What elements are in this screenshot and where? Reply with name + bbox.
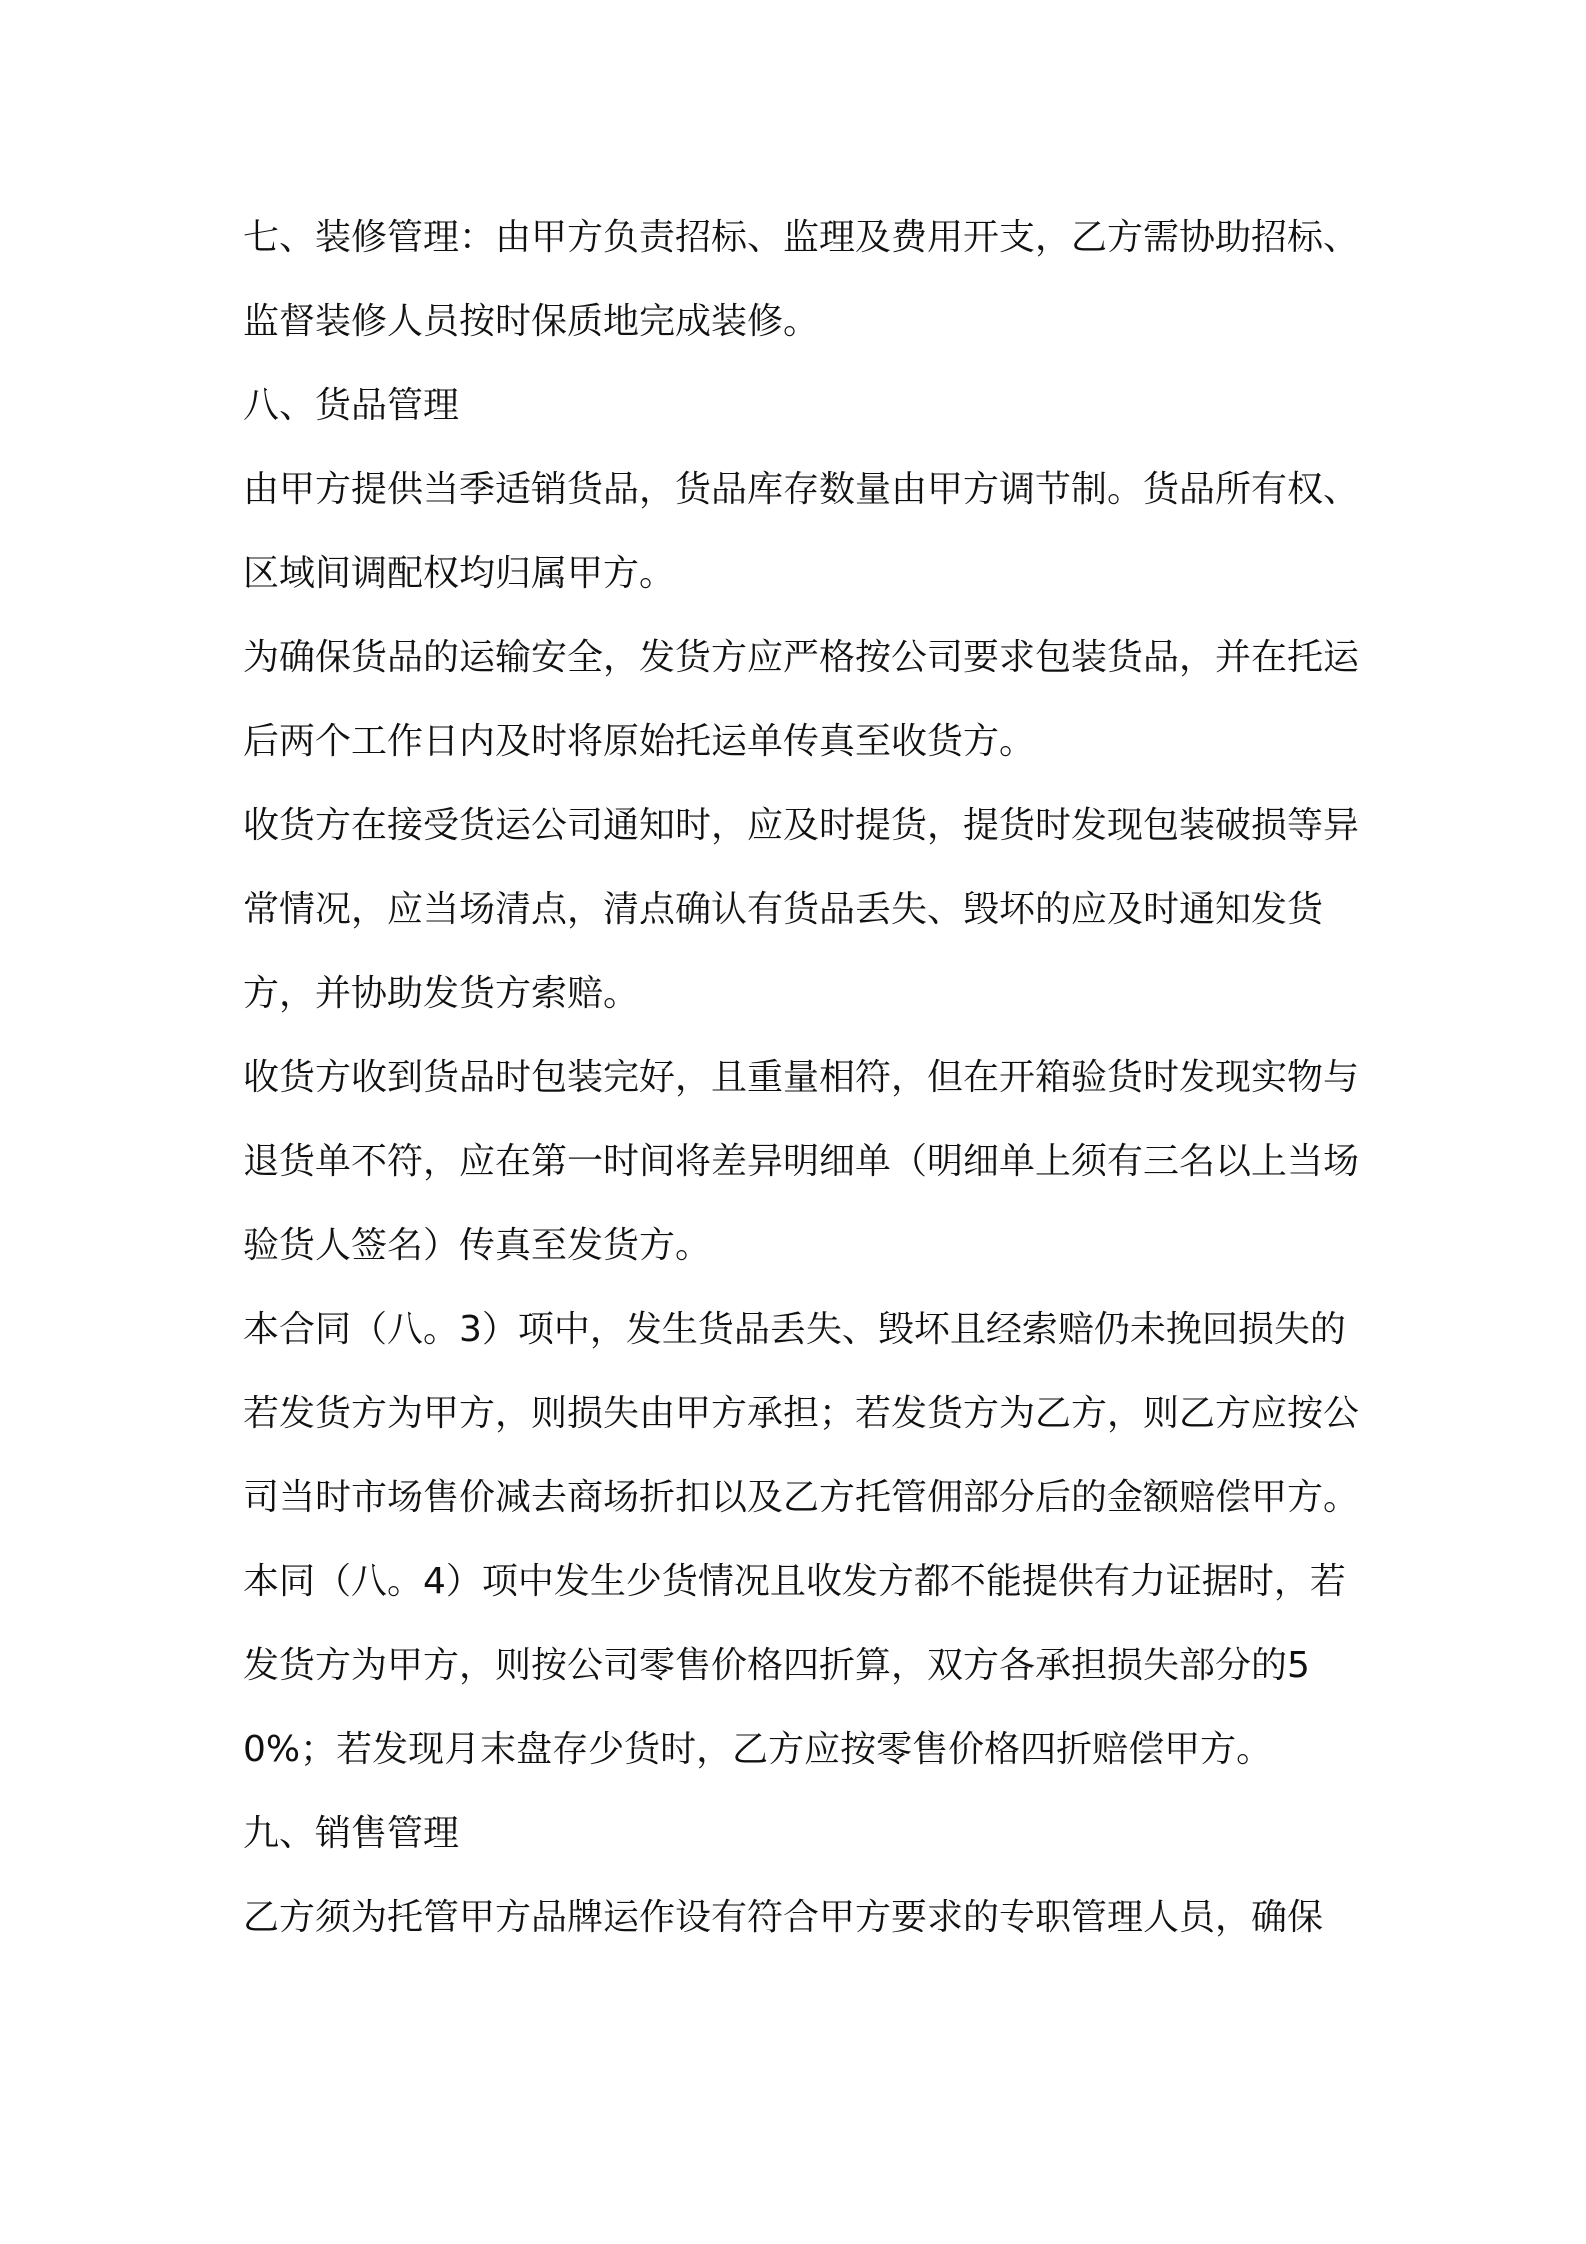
paragraph-transport-safety: 为确保货品的运输安全，发货方应严格按公司要求包装货品，并在托运后两个工作日内及时将原始托运单传真至收货方。 [243, 637, 1360, 762]
heading-goods-management: 八、货品管理 [243, 385, 460, 426]
paragraph-receiving-notice: 收货方在接受货运公司通知时，应及时提货，提货时发现包装破损等异常情况，应当场清点，清点确认有货品丢失、毁坏的应及时通知发货方，并协助发货方索赔。 [243, 805, 1360, 1014]
paragraph-goods-supply: 由甲方提供当季适销货品，货品库存数量由甲方调节制。货品所有权、区域间调配权均归属甲方。 [243, 469, 1360, 594]
paragraph-sales-staff: 乙方须为托管甲方品牌运作设有符合甲方要求的专职管理人员，确保 [243, 1897, 1324, 1938]
paragraph-clause-8-4: 本同（八。4）项中发生少货情况且收发方都不能提供有力证据时，若发货方为甲方，则按公司零售价格四折算，双方各承担损失部分的50%；若发现月末盘存少货时，乙方应按零售价格四折赔偿甲方。 [243, 1561, 1346, 1770]
heading-sales-management: 九、销售管理 [243, 1813, 460, 1854]
document-body [243, 196, 1363, 1960]
paragraph-receiving-discrepancy: 收货方收到货品时包装完好，且重量相符，但在开箱验货时发现实物与退货单不符，应在第一时间将差异明细单（明细单上须有三名以上当场验货人签名）传真至发货方。 [243, 1057, 1360, 1266]
paragraph-clause-8-3: 本合同（八。3）项中，发生货品丢失、毁坏且经索赔仍未挽回损失的若发货方为甲方，则损失由甲方承担；若发货方为乙方，则乙方应按公司当时市场售价减去商场折扣以及乙方托管佣部分后的金额赔偿甲方。 [243, 1309, 1360, 1518]
paragraph-decoration-management: 七、装修管理：由甲方负责招标、监理及费用开支，乙方需协助招标、监督装修人员按时保质地完成装修。 [243, 217, 1360, 342]
